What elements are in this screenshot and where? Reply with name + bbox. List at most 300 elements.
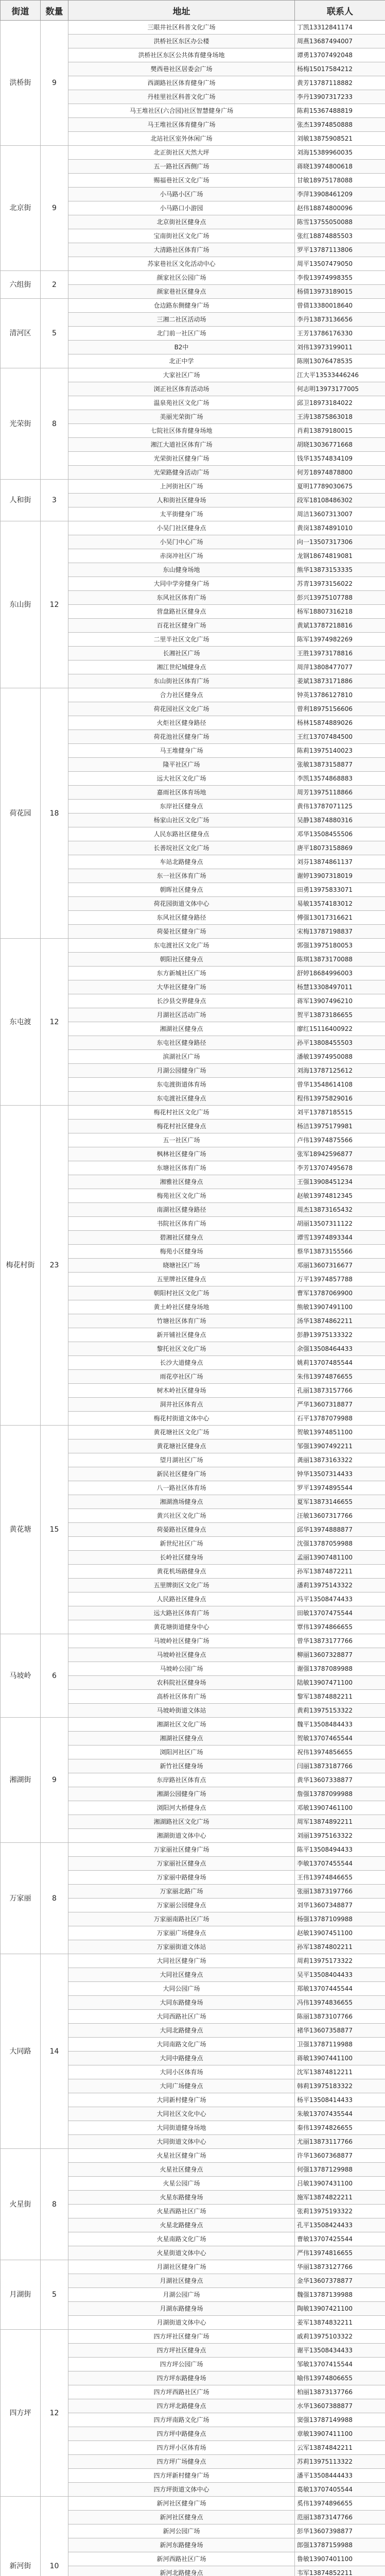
contact-cell: 姜军13874832211: [295, 2316, 385, 2330]
location-cell: 火炬社区健身路径: [68, 716, 295, 730]
location-cell: 北正中学: [68, 354, 295, 368]
contact-cell: 熊敏13907491100: [295, 1300, 385, 1314]
street-name-cell: 东山街: [1, 521, 41, 688]
location-cell: 新河社区健身广场: [68, 2497, 295, 2511]
location-cell: 梅苑小区健身场: [68, 1245, 295, 1259]
location-cell: 小吴门中心广场: [68, 535, 295, 549]
contact-cell: 贺平13873186655: [295, 1008, 385, 1022]
street-name-cell: 万家丽: [1, 1843, 41, 1954]
location-cell: 大同中路健身点: [68, 2052, 295, 2065]
contact-cell: 张杰13974850888: [295, 118, 385, 132]
header-count: 数量: [41, 1, 68, 21]
contact-cell: 蔡华13873155566: [295, 1245, 385, 1259]
location-cell: 大同社区健身点: [68, 1968, 295, 1982]
contact-cell: 易敏13574183012: [295, 897, 385, 911]
location-cell: 浏阳河社区广场: [68, 1745, 295, 1759]
location-cell: 湘江大道社区体育广场: [68, 438, 295, 452]
contact-cell: 黄华13607338877: [295, 1773, 385, 1787]
contact-cell: 朱伟13974876655: [295, 1370, 385, 1384]
location-cell: 梅花村社区健身点: [68, 1120, 295, 1133]
location-cell: 四方坪公园广场: [68, 2358, 295, 2371]
venue-count-cell: 12: [41, 2330, 68, 2497]
location-cell: 大同社区健身广场: [68, 1954, 295, 1968]
street-name-cell: 火星街: [1, 2149, 41, 2260]
table-row: [1, 1718, 385, 1732]
contact-cell: 胡丽13507311122: [295, 1217, 385, 1231]
contact-cell: 卢伟13974875566: [295, 1133, 385, 1147]
location-cell: 大同北路健身点: [68, 2024, 295, 2038]
contact-cell: 魏平13508484433: [295, 1718, 385, 1732]
location-cell: 百花社区健身广场: [68, 619, 295, 633]
location-cell: 万家丽社区健身点: [68, 1857, 295, 1871]
contact-cell: 黄芳13787118882: [295, 76, 385, 90]
table-row: [1, 2497, 385, 2511]
location-cell: 北正街社区天然大坪: [68, 146, 295, 160]
location-cell: 小吴门社区健身点: [68, 521, 295, 535]
location-cell: 宝南街社区文化广场: [68, 229, 295, 243]
contact-cell: 李俊13974998355: [295, 271, 385, 285]
location-cell: 五里牌社区健身点: [68, 1273, 295, 1286]
contact-cell: 谢平13508434433: [295, 2344, 385, 2358]
contact-cell: 邹敏13707415544: [295, 2358, 385, 2371]
location-cell: 东一社区体育广场: [68, 869, 295, 883]
contact-cell: 钱华13574834109: [295, 452, 385, 466]
location-cell: 黎托社区文化广场: [68, 1342, 295, 1356]
location-cell: 四方坪西路社区广场: [68, 2385, 295, 2399]
street-name-cell: 黄花塘: [1, 1426, 41, 1634]
contact-cell: 田勇13975833071: [295, 883, 385, 897]
street-name-cell: 洪桥街: [1, 21, 41, 146]
contact-cell: 谭雪13974893344: [295, 1231, 385, 1245]
location-cell: 火星社区健身点: [68, 2163, 295, 2177]
location-cell: 火星公园广场: [68, 2177, 295, 2191]
location-cell: 五一路社区西侧广场: [68, 160, 295, 174]
contact-cell: 沈强13787059988: [295, 1537, 385, 1551]
contact-cell: 姜斌13873171886: [295, 674, 385, 688]
street-name-cell: 荷花园: [1, 688, 41, 939]
location-cell: 丹桂里社区科普文化广场: [68, 90, 295, 104]
location-cell: 新河社区健身点: [68, 2511, 295, 2524]
venue-count-cell: 5: [41, 299, 68, 368]
location-cell: 大同中学旁健身广场: [68, 577, 295, 591]
contact-cell: 肖莉13879180015: [295, 424, 385, 438]
location-cell: 东风社区健身路径: [68, 911, 295, 925]
location-cell: 书院社区体育广场: [68, 1217, 295, 1231]
contact-cell: 刘平13787185515: [295, 1106, 385, 1120]
venue-count-cell: 8: [41, 1843, 68, 1954]
contact-cell: 夏明17789030675: [295, 480, 385, 494]
location-cell: 万家丽中路健身场: [68, 1871, 295, 1885]
location-cell: 火星东路健身场: [68, 2191, 295, 2205]
contact-cell: 李丹13873136656: [295, 313, 385, 327]
contact-cell: 谢婷13907318019: [295, 869, 385, 883]
contact-cell: 潘敏13974950088: [295, 1050, 385, 1064]
contact-cell: 刘华13607348877: [295, 1899, 385, 1912]
table-row: [1, 2149, 385, 2163]
location-cell: 人和街社区健身场: [68, 494, 295, 507]
contact-cell: 蒋敏13907441100: [295, 2052, 385, 2065]
location-cell: 月湖公园健身广场: [68, 1064, 295, 1078]
contact-cell: 尤丽13873117766: [295, 2135, 385, 2149]
location-cell: 上河街社区广场: [68, 480, 295, 494]
location-cell: 黄花塘社区文化广场: [68, 1426, 295, 1439]
location-cell: 马王堆社区(六合园)社区智慧健身广场: [68, 104, 295, 118]
location-cell: 南湖社区健身路径: [68, 1203, 295, 1217]
contact-cell: 黎军13874882211: [295, 1690, 385, 1704]
location-cell: 新河公园广场: [68, 2524, 295, 2538]
contact-cell: 李凯13574868883: [295, 772, 385, 786]
contact-cell: 曹敏13707425544: [295, 2232, 385, 2246]
location-cell: 湘湖街道文体中心: [68, 1829, 295, 1843]
location-cell: 湘湖路社区文化广场: [68, 1815, 295, 1829]
location-cell: 枫林社区健身广场: [68, 1147, 295, 1161]
location-cell: 四方坪南路文化广场: [68, 2413, 295, 2427]
contact-cell: 周平13507479050: [295, 257, 385, 271]
table-row: [1, 299, 385, 313]
location-cell: 梅花村街道文体中心: [68, 1412, 295, 1426]
location-cell: 黄花塘社区健身点: [68, 1439, 295, 1453]
location-cell: 东屯渡社区文化广场: [68, 939, 295, 953]
location-cell: 长沙县交界健身点: [68, 994, 295, 1008]
location-cell: 大同小区体育场: [68, 2065, 295, 2079]
location-cell: 火星街道文体中心: [68, 2246, 295, 2260]
venue-count-cell: 8: [41, 368, 68, 480]
contact-cell: 王芳13786176330: [295, 327, 385, 341]
venue-count-cell: 12: [41, 939, 68, 1106]
contact-cell: 周萍13808477077: [295, 660, 385, 674]
location-cell: 大同社区文化中心: [68, 2107, 295, 2121]
location-cell: 新民社区健身广场: [68, 1467, 295, 1481]
location-cell: 东塘社区体育广场: [68, 1161, 295, 1175]
contact-cell: 赵伟18874800096: [295, 201, 385, 215]
contact-cell: 熊华13873153335: [295, 563, 385, 577]
contact-cell: 孔丽13873157766: [295, 1384, 385, 1398]
street-name-cell: 北京街: [1, 146, 41, 271]
location-cell: 光荣街社区健身广场: [68, 452, 295, 466]
venue-count-cell: 10: [41, 2497, 68, 2576]
contact-cell: 陈莉15367488819: [295, 104, 385, 118]
contact-cell: 程伟13975829016: [295, 1092, 385, 1106]
location-cell: 新河西路社区广场: [68, 2552, 295, 2566]
contact-cell: 甘敏18975178088: [295, 174, 385, 188]
location-cell: 三湘二社区活动场: [68, 313, 295, 327]
venue-count-cell: 6: [41, 1634, 68, 1718]
location-cell: 营盘路社区健身点: [68, 605, 295, 619]
contact-cell: 闫丽13873187766: [295, 1759, 385, 1773]
location-cell: 晓塘社区广场: [68, 1259, 295, 1273]
street-name-cell: 马坡岭: [1, 1634, 41, 1718]
location-cell: 小马路口小游园: [68, 201, 295, 215]
contact-cell: 蒋军13907496210: [295, 994, 385, 1008]
contact-cell: 范丽13873147766: [295, 2511, 385, 2524]
contact-cell: 朱敏13707435544: [295, 2107, 385, 2121]
contact-cell: 杨倩13973189015: [295, 285, 385, 299]
location-cell: 万家丽街道文体站: [68, 1940, 295, 1954]
contact-cell: 曹军13787069900: [295, 1286, 385, 1300]
contact-cell: 陈莉13975140023: [295, 744, 385, 758]
location-cell: 荷晏路社区健身点: [68, 1523, 295, 1537]
contact-cell: 石平13787079988: [295, 1412, 385, 1426]
contact-cell: 钟华13507314433: [295, 1467, 385, 1481]
contact-cell: 詹强13787099988: [295, 1787, 385, 1801]
table-body: [1, 21, 385, 2576]
location-cell: 马王堆社区体育健身广场: [68, 118, 295, 132]
location-cell: 北站社区室外休闲广场: [68, 132, 295, 146]
contact-cell: 郎强13787159988: [295, 2538, 385, 2552]
contact-cell: 唐平18073158869: [295, 841, 385, 855]
table-row: [1, 939, 385, 953]
street-name-cell: 清河区: [1, 299, 41, 368]
contact-cell: 苏青13973156022: [295, 577, 385, 591]
location-cell: 湘湖渔场健身点: [68, 1495, 295, 1509]
contact-cell: 何志明13973177005: [295, 382, 385, 396]
contact-cell: 柳丽13607328877: [295, 1648, 385, 1662]
contact-cell: 李丹13907317233: [295, 90, 385, 104]
street-name-cell: 大同路: [1, 1954, 41, 2149]
location-cell: 新河东路健身场: [68, 2538, 295, 2552]
contact-cell: 曾倩13380018640: [295, 299, 385, 313]
contact-cell: 周军13874892211: [295, 1815, 385, 1829]
location-cell: 四方坪中路健身点: [68, 2427, 295, 2441]
location-cell: 四方坪新村健身广场: [68, 2469, 295, 2483]
contact-cell: 彭兴13975107788: [295, 591, 385, 605]
contact-cell: 孙军13874802211: [295, 1940, 385, 1954]
location-cell: 马坡岭街道文体站: [68, 1704, 295, 1718]
contact-cell: 许华13607368877: [295, 2149, 385, 2163]
contact-cell: 汤华13874862211: [295, 1314, 385, 1328]
contact-cell: 吴静13874880316: [295, 814, 385, 827]
street-name-cell: 六组街: [1, 271, 41, 299]
contact-cell: 胡晓13036771668: [295, 438, 385, 452]
location-cell: 四方坪街道文体中心: [68, 2483, 295, 2497]
location-cell: 雨花亭社区广场: [68, 1370, 295, 1384]
contact-cell: 龙钢18674819081: [295, 549, 385, 563]
contact-cell: 潘平13508444433: [295, 2469, 385, 2483]
contact-cell: 王红13707484500: [295, 730, 385, 744]
venue-count-cell: 8: [41, 2149, 68, 2260]
contact-cell: 褚华13607358877: [295, 2024, 385, 2038]
contact-cell: 江大平13533446246: [295, 368, 385, 382]
location-cell: 新竹社区健身场: [68, 1759, 295, 1773]
location-cell: 嘉雨社区体育场地: [68, 786, 295, 800]
location-cell: 颜家社区公园广场: [68, 271, 295, 285]
location-cell: 荷晏社区健身广场: [68, 925, 295, 939]
venue-count-cell: 12: [41, 521, 68, 688]
contact-cell: 邹强13907492211: [295, 1439, 385, 1453]
contact-cell: 刘海15389960035: [295, 146, 385, 160]
contact-cell: 王胜13973178816: [295, 647, 385, 660]
location-cell: 火星西路社区广场: [68, 2205, 295, 2218]
location-cell: 东岸路社区体育点: [68, 1773, 295, 1787]
location-cell: 火星南路文化广场: [68, 2232, 295, 2246]
contact-cell: 杨强13787109988: [295, 1912, 385, 1926]
location-cell: 万家丽北路广场: [68, 1885, 295, 1899]
location-cell: 湘雅社区健身点: [68, 1175, 295, 1189]
contact-cell: 水华13607388877: [295, 2399, 385, 2413]
contact-cell: 鲁敏13907401100: [295, 2552, 385, 2566]
contact-cell: 罗平13974895544: [295, 1481, 385, 1495]
contact-cell: 龚丽13873163322: [295, 1453, 385, 1467]
location-cell: 朝阳村社区文化广场: [68, 1286, 295, 1300]
contact-cell: 曾华13873177766: [295, 1634, 385, 1648]
location-cell: 湘湖社区健身点: [68, 1732, 295, 1745]
location-cell: 隆平社区广场: [68, 758, 295, 772]
location-cell: 新河北路健身点: [68, 2566, 295, 2576]
contact-cell: 沈军13874812211: [295, 2065, 385, 2079]
contact-cell: 严伟13974816655: [295, 2246, 385, 2260]
venue-count-cell: 14: [41, 1954, 68, 2149]
location-cell: 浏正社区体育活动场: [68, 382, 295, 396]
location-cell: 东屯渡街道体育场: [68, 1078, 295, 1092]
location-cell: 湘湖社区健身点: [68, 1022, 295, 1036]
contact-cell: 邓丽13607316677: [295, 1259, 385, 1273]
contact-cell: 张军18942596877: [295, 1147, 385, 1161]
contact-cell: 杨梅15017584212: [295, 62, 385, 76]
contact-cell: 黄岗13874891010: [295, 521, 385, 535]
location-cell: 东屯渡社区健身点: [68, 1092, 295, 1106]
contact-cell: 刘海13787125612: [295, 1064, 385, 1078]
contact-cell: 邱华13974888877: [295, 1523, 385, 1537]
location-cell: 小马路小区广场: [68, 188, 295, 201]
contact-cell: 周芳13975118866: [295, 786, 385, 800]
location-cell: 浏阳河大桥健身点: [68, 1801, 295, 1815]
location-cell: 竹塘社区体育广场: [68, 1314, 295, 1328]
location-cell: 湘江世纪城健身点: [68, 660, 295, 674]
location-cell: 大同新村健身广场: [68, 2093, 295, 2107]
location-cell: 四方坪社区健身广场: [68, 2330, 295, 2344]
location-cell: 长岭社区健身场: [68, 1551, 295, 1565]
contact-cell: 杨林15874889026: [295, 716, 385, 730]
location-cell: 月湖社区健身广场: [68, 2260, 295, 2274]
contact-cell: 周燕13687494007: [295, 35, 385, 48]
contact-cell: 杨军18807316218: [295, 605, 385, 619]
table-row: [1, 480, 385, 494]
location-cell: 合力社区健身点: [68, 688, 295, 702]
location-cell: 黄花机场路健身点: [68, 1565, 295, 1579]
contact-cell: 冯平13508474433: [295, 1592, 385, 1606]
contact-cell: 奚伟13974896655: [295, 2497, 385, 2511]
location-cell: 长湘社区广场: [68, 647, 295, 660]
location-cell: 东山健身场地: [68, 563, 295, 577]
location-cell: 月湖街道文体中心: [68, 2316, 295, 2330]
location-cell: 四方坪东路健身场: [68, 2371, 295, 2385]
contact-cell: 周杰13873165432: [295, 1203, 385, 1217]
street-name-cell: 四方坪: [1, 2330, 41, 2497]
contact-cell: 赵敏13974812345: [295, 1189, 385, 1203]
contact-cell: 张莉13975193322: [295, 2205, 385, 2218]
contact-cell: 葛敏13707405544: [295, 2483, 385, 2497]
header-location: 地址: [68, 1, 295, 21]
location-cell: 高桥社区体育广场: [68, 1690, 295, 1704]
location-cell: 美丽光荣街广场: [68, 410, 295, 424]
contact-cell: 贺敏13974851100: [295, 1426, 385, 1439]
contact-cell: 刘伟13973199011: [295, 341, 385, 354]
street-name-cell: 东屯渡: [1, 939, 41, 1106]
contact-cell: 李芳13707495678: [295, 1161, 385, 1175]
venue-count-cell: 3: [41, 480, 68, 521]
contact-cell: 周莉13975173322: [295, 1954, 385, 1968]
location-cell: 望月湖社区广场: [68, 1453, 295, 1467]
location-cell: 荷花园街道文体中心: [68, 897, 295, 911]
contact-cell: 章敏13907411100: [295, 2427, 385, 2441]
contact-cell: 张敏13873158877: [295, 758, 385, 772]
table-row: [1, 2260, 385, 2274]
location-cell: 大华社区健身广场: [68, 980, 295, 994]
table-row: [1, 368, 385, 382]
location-cell: 长沙大道健身点: [68, 1356, 295, 1370]
location-cell: 梅苑社区文化广场: [68, 1189, 295, 1203]
table-row: [1, 1954, 385, 1968]
street-name-cell: 梅花村街: [1, 1106, 41, 1426]
location-cell: 马坡岭公园广场: [68, 1662, 295, 1676]
contact-cell: 金华13607378877: [295, 2274, 385, 2288]
contact-cell: 向一13507317306: [295, 535, 385, 549]
venue-count-cell: 9: [41, 146, 68, 271]
contact-cell: 余强13508464433: [295, 1342, 385, 1356]
location-cell: 洪桥社区东区公共体育健身场地: [68, 48, 295, 62]
contact-cell: 周洁13607313007: [295, 507, 385, 521]
contact-cell: 邓华13508455506: [295, 827, 385, 841]
contact-cell: 王伟13974846655: [295, 1871, 385, 1885]
contact-cell: 祝伟13974856655: [295, 1745, 385, 1759]
location-cell: 马王堆健身广场: [68, 744, 295, 758]
contact-cell: 陈丽13873107766: [295, 2010, 385, 2024]
location-cell: 梅花村社区文化广场: [68, 1106, 295, 1120]
contact-cell: 郑敏13707445544: [295, 1982, 385, 1996]
contact-cell: 丁凯13312841174: [295, 21, 385, 35]
contact-cell: 陈雪13755050088: [295, 215, 385, 229]
location-cell: 车站北路健身点: [68, 855, 295, 869]
contact-cell: 黄斌13787218816: [295, 619, 385, 633]
location-cell: 四方坪北路健身点: [68, 2399, 295, 2413]
location-cell: 万家丽公园健身点: [68, 1899, 295, 1912]
contact-cell: 田敏13707475544: [295, 1606, 385, 1620]
contact-cell: 喻伟13974806655: [295, 2371, 385, 2385]
contact-cell: 卫强13787119988: [295, 2038, 385, 2052]
venue-count-cell: 2: [41, 271, 68, 299]
contact-cell: 段军18108486302: [295, 494, 385, 507]
contact-cell: 邓敏13907461100: [295, 1801, 385, 1815]
contact-cell: 孙平13808455503: [295, 1036, 385, 1050]
location-cell: 东山街社区体育广场: [68, 674, 295, 688]
contact-cell: 杨洁13975179981: [295, 1120, 385, 1133]
location-cell: 万家丽社区健身广场: [68, 1843, 295, 1857]
contact-cell: 何芳18974878800: [295, 466, 385, 480]
table-row: [1, 1843, 385, 1857]
contact-cell: 韩莉13975183322: [295, 2079, 385, 2093]
contact-cell: 冯伟13974836655: [295, 1996, 385, 2010]
location-cell: 黄兴社区文化广场: [68, 1509, 295, 1523]
contact-cell: 谢强13787089988: [295, 1662, 385, 1676]
contact-cell: 云军13874842211: [295, 2441, 385, 2455]
contact-cell: 张丽13873197766: [295, 1885, 385, 1899]
contact-cell: 贺敏13707465544: [295, 1732, 385, 1745]
contact-cell: 刘敏13875908521: [295, 132, 385, 146]
table-row: [1, 688, 385, 702]
location-cell: 七院社区体育健身场地: [68, 424, 295, 438]
contact-cell: 刘丽13975163322: [295, 1829, 385, 1843]
street-name-cell: 月湖街: [1, 2260, 41, 2330]
contact-cell: 张红18874885503: [295, 229, 385, 243]
contact-cell: 舒婷18684996003: [295, 967, 385, 980]
location-cell: 马坡岭社区健身广场: [68, 1634, 295, 1648]
contact-cell: 钟英13786127810: [295, 688, 385, 702]
contact-cell: 宋梅13787198837: [295, 925, 385, 939]
location-cell: 二里半社区文化广场: [68, 633, 295, 647]
location-cell: 太平街健身广场: [68, 507, 295, 521]
table-row: [1, 521, 385, 535]
location-cell: 朝晖社区健身点: [68, 883, 295, 897]
